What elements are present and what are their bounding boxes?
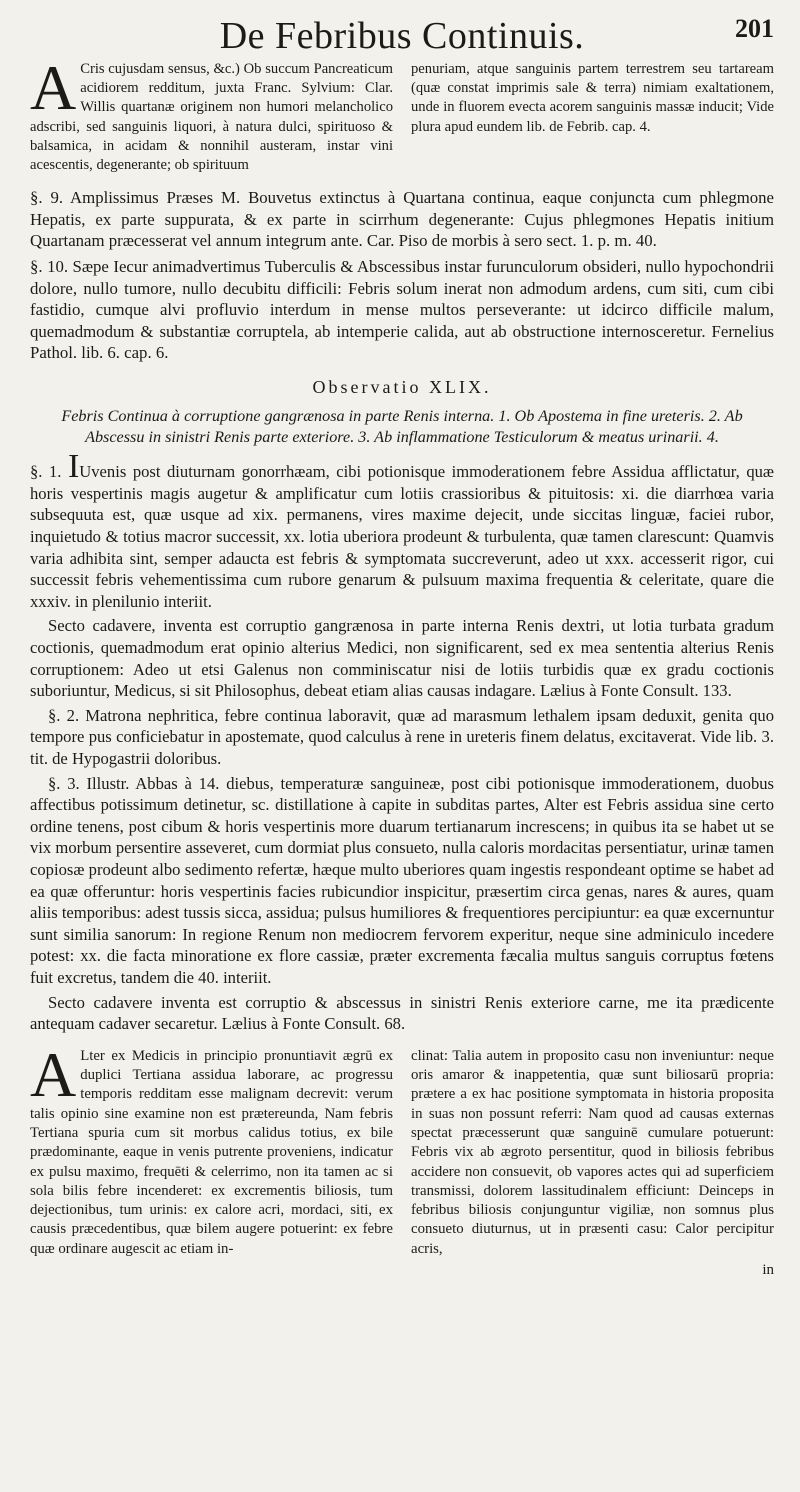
top-commentary-col-left (30, 52, 393, 175)
top-commentary-text-right: penuriam, atque sanguinis partem terrestrem seu tartaream (quæ constat imprimis sale & terra) nimiam exaltationem, unde in fluorem evecta acorem sanguinis massæ inducit; Vide plura apud eundem lib. de Febrib. cap. 4. (411, 61, 774, 135)
body-paragraph-1 (30, 448, 774, 612)
drop-cap: I (67, 448, 80, 486)
bottom-commentary (30, 1038, 774, 1281)
catchword: in (762, 1261, 774, 1278)
drop-cap: A (30, 1038, 77, 1110)
paragraph-10: §. 10. Sæpe Iecur animadvertimus Tuberculis & Abscessibus instar furunculorum obsideri, nullo hypochondrii dolore, nullo tumore, nullo decubitu difficili: Febris solum inerat non admodum ardens, cum siti, cum cibi fastidio, cumque alvi profluvio interdum in mense multos perseverante: ut idcirco difficile malum, quemadmodum & substantiæ corruptela, ab intemperie calida, aut ab obstructione internosceretur. Fernelius Pathol. lib. 6. cap. 6. (30, 257, 774, 363)
top-commentary-col-right (411, 60, 774, 175)
paragraph-9: §. 9. Amplissimus Præses M. Bouvetus extinctus à Quartana continua, eaque conjuncta cum phlegmone Hepatis, ex parte suppurata, & ex parte in scirrhum degenerante: Cujus phlegmones Hepatis initium Quartanam præcesserat vel annum integrum ante. Car. Piso de morbis à sero sect. 1. p. m. 40. (30, 188, 774, 251)
bottom-commentary-text-left: Lter ex Medicis in principio pronuntiavit ægrū ex duplici Tertiana assidua laborare, ac progressu temporis redditam esse malignam decrevit: verum talis opinio sine examine non est prætereunda, Nam febris Tertiana spuria cum sit morbus calidus totius, ex bile prædominante, eaque in venis putrente proveniens, indicatur ex pulsu maximo, frequēti & celerrimo, non ita tamen ac si sola bilis febre incenderet: ex excrementis biliosis, tum dejectionibus, tum urinis: ex calore acri, mordaci, siti, ex causis præcedentibus, quæ bilem augere potuerint: ex febre quæ ordinare augescit ac etiam in- (30, 1047, 393, 1257)
body-paragraph-4: §. 3. Illustr. Abbas à 14. diebus, temperaturæ sanguineæ, post cibi potionisque immoderationem, duobus affectibus potissimum detinetur, sc. distillatione à capite in subditas partes, Alter est Febris assidua sine certo ordine tenens, post cibum & horis vespertinis more duarum tertianarum increscens; in quibus ita se habet ut se vix morbum persentire asseveret, cum dormiat plus consueto, nulla caloris mordacitas persentiatur, urinæ tamen copiosæ prodeunt albo sedimento refertæ, hæque multo uberiores quam ingestis respondeant optime se habet ad ea quæ offeruntur: horis vespertinis facies rubicundior inspicitur, præsertim circa genas, nares & aures, quam aliis temporibus: adest tussis sicca, assidua; pulsus humiliores & frequentiores percipiuntur: ea quæ excernuntur sunt similia sanorum: In regione Renum non mediocrem fervorem experitur, neque sine adminiculo incedere potest: xx. die facta minoratione ex flore cassiæ, præter excrementa fæcalia multus sanguis corruptus fœtens fuit excretus, tandem die 40. interiit. (30, 773, 774, 987)
body-paragraph-3: §. 2. Matrona nephritica, febre continua laboravit, quæ ad marasmum lethalem ipsam deduxit, genita quo tempore pus conficiebatur in apostemate, quod calculus à rene in ureteris finem delatus, excitaverat. Vide lib. 3. tit. de Hypogastrii doloribus. (30, 705, 774, 768)
bottom-commentary-col-left (30, 1038, 393, 1281)
body-paragraph-2: Secto cadavere, inventa est corruptio gangrænosa in parte interna Renis dextri, ut lotia turbata gradum coctionis, quemadmodum erat opinio alterius Medici, non significarent, sed ex mea sententia alterius Renis corruptionem: Adeo ut etsi Galenus non comminiscatur nisi de lotiis turbidis quæ ex gradu coctionis suboriuntur, Medicus, si sit Philosophus, debeat etiam alias causas indagare. Lælius à Fonte Consult. 133. (30, 616, 774, 701)
top-commentary (30, 52, 774, 175)
observation-body (30, 448, 774, 1034)
drop-cap: A (30, 52, 77, 123)
bottom-commentary-text-right: clinat: Talia autem in proposito casu non inveniuntur: neque oris amaror & inappetentia, quæ sunt biliosarū propria: prætere a ex hac positione symptomata in historia proposita in suas non possunt referri: Nam quod ad causas externas spectat præcesserunt quæ sanguinē cumulare potuerunt: Febris vix ab ægroto persentitur, quod in biliosis febribus accidere non consuevit, ob vapores actes qui ad superficiem transmissi, dolorem lassitudinalem efficiunt: Deinceps in febribus biliosis conjunguntur vigiliæ, non somnus plus consueto diuturnus, ut in præsenti casu: Calor percipitur acris, (411, 1047, 774, 1257)
observation-heading: Observatio XLIX. (312, 377, 492, 398)
running-head: De Febribus Continuis. (219, 15, 585, 57)
page-number: 201 (735, 14, 774, 43)
section-number: §. 1. (30, 462, 62, 482)
section-paragraphs (30, 187, 774, 363)
body-paragraph-1-text: Uvenis post diuturnam gonorrhæam, cibi potionisque immoderationem febre Assidua afflictatur, quæ horis vespertinis magis augetur & amplificatur cum lotiis crassioribus & pituitosis: xi. die diarrhœa varia subsequuta est, quæ usque ad xix. permanens, vires maxime dejecit, unde siccitas linguæ, faciei rubor, inquietudo & totius macror successit, xx. lotia uberiora prodeunt & turbulenta, quæ tamen clarescunt: Quamvis varia adhibita sint, semper adaucta est febris & symptomata succreverunt, adeo ut xxx. accesserit rigor, cui successit febris vehementissima cum rubore genarum & pulsuum maxima frequentia & celeritate, quare die xxxiv. in plenilunio interiit. (30, 462, 774, 611)
bottom-commentary-col-right (411, 1047, 774, 1281)
body-paragraph-5: Secto cadavere inventa est corruptio & abscessus in sinistri Renis exteriore carne, me ita prædicente antequam cadaver secaretur. Lælius à Fonte Consult. 68. (30, 992, 774, 1034)
top-commentary-text-left: Cris cujusdam sensus, &c.) Ob succum Pancreaticum acidiorem redditum, juxta Franc. Sylvium: Clar. Willis quartanæ originem non humori melancholico adscribi, sed sanguinis liquori, à natura dulci, spirituoso & balsamica, in acidam & nonnihil austeram, instar vini acescentis, degenerante; ob spirituum (30, 61, 393, 174)
observation-subtitle: Febris Continua à corruptione gangrænosa in parte Renis interna. 1. Ob Apostema in fine ureteris. 2. Ab Abscessu in sinistri Renis parte exteriore. 3. Ab inflammatione Testiculorum & meatus urinarii. 4. (61, 407, 743, 446)
page-header (30, 0, 774, 60)
